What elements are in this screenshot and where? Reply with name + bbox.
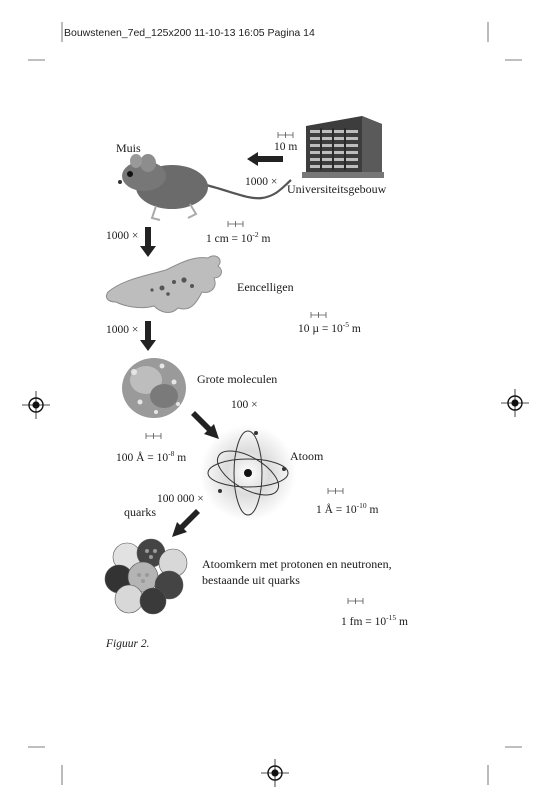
single-cell-image bbox=[104, 250, 229, 320]
arrow-diagonal-down-left-icon bbox=[172, 509, 200, 537]
university-building-image bbox=[302, 116, 384, 180]
registration-mark-left bbox=[22, 391, 50, 419]
factor-cell-to-molecule: 1000 × bbox=[106, 324, 139, 336]
label-large-molecules: Grote moleculen bbox=[197, 372, 278, 386]
scale-bar-icon bbox=[327, 488, 344, 494]
arrow-down-icon bbox=[140, 227, 156, 257]
registration-mark-bottom bbox=[261, 759, 289, 787]
scale-atom: 1 Å = $10^{-10}$ m bbox=[316, 501, 379, 516]
label-university-building: Universiteitsgebouw bbox=[287, 182, 387, 196]
scale-bar-icon bbox=[310, 312, 327, 318]
factor-building-to-mouse: 1000 × bbox=[245, 176, 278, 188]
scale-mouse: 1 cm = $10^{-2}$ m bbox=[206, 230, 271, 245]
label-single-cell: Eencelligen bbox=[237, 280, 294, 294]
nucleus-image bbox=[103, 537, 191, 615]
registration-mark-right bbox=[501, 389, 529, 417]
figure-caption: Figuur 2. bbox=[106, 638, 150, 650]
factor-mouse-to-cell: 1000 × bbox=[106, 230, 139, 242]
scale-nucleus: 1 fm = $10^{-15}$ m bbox=[341, 613, 408, 628]
arrow-down-icon bbox=[140, 321, 156, 351]
arrow-left-icon bbox=[247, 152, 283, 166]
scale-bar-icon bbox=[347, 598, 364, 604]
factor-molecule-to-atom: 100 × bbox=[231, 399, 258, 411]
arrow-diagonal-down-right-icon bbox=[191, 411, 219, 439]
label-nucleus-line1: Atoomkern met protonen en neutronen, bbox=[202, 557, 392, 571]
scale-molecule: 100 Å = $10^{-8}$ m bbox=[116, 449, 187, 464]
scale-bar-icon bbox=[277, 132, 294, 138]
print-slug: Bouwstenen_7ed_125x200 11-10-13 16:05 Pagina 14 bbox=[64, 27, 315, 39]
scale-bar-icon bbox=[145, 433, 162, 439]
scale-bar-icon bbox=[227, 221, 244, 227]
label-nucleus-line2: bestaande uit quarks bbox=[202, 573, 300, 587]
label-atom: Atoom bbox=[290, 449, 324, 463]
factor-atom-to-nucleus: 100 000 × bbox=[157, 493, 204, 505]
scale-cell: 10 $\mu = 10^{-5}$ m bbox=[298, 320, 361, 335]
label-mouse: Muis bbox=[116, 141, 141, 155]
scale-building: 10 m bbox=[274, 141, 298, 153]
molecule-image bbox=[118, 352, 190, 422]
label-quarks: quarks bbox=[124, 505, 156, 519]
